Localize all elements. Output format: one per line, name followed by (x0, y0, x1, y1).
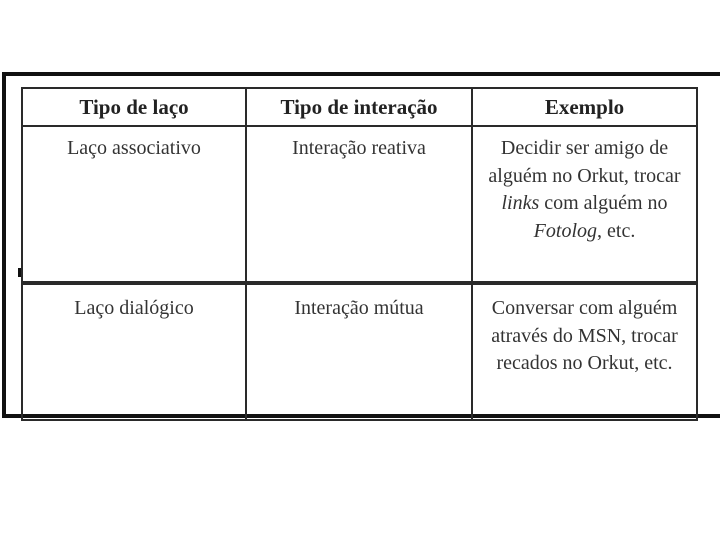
example-text: Conversar com alguém através do MSN, trocar recados no Orkut, etc. (491, 297, 678, 374)
cell-example (472, 126, 697, 283)
example-text: , etc. (597, 219, 636, 242)
example-italic-term: links (501, 192, 540, 214)
header-example: Exemplo (472, 88, 697, 126)
example-text: Decidir ser amigo de alguém no Orkut, trocar (488, 137, 681, 187)
header-tie-type: Tipo de laço (22, 88, 246, 126)
relationship-table (21, 87, 698, 421)
cell-example (472, 283, 697, 420)
table-row (22, 126, 697, 283)
table-row (22, 283, 697, 420)
cell-interaction-type: Interação reativa (246, 126, 472, 283)
cell-tie-type: Laço associativo (22, 126, 246, 283)
example-italic-term: Fotolog (533, 219, 598, 242)
cell-tie-type: Laço dialógico (22, 283, 246, 420)
table-header-row (22, 88, 697, 126)
header-interaction-type: Tipo de interação (246, 88, 472, 126)
example-text: com alguém no (539, 192, 668, 214)
cell-interaction-type: Interação mútua (246, 283, 472, 420)
